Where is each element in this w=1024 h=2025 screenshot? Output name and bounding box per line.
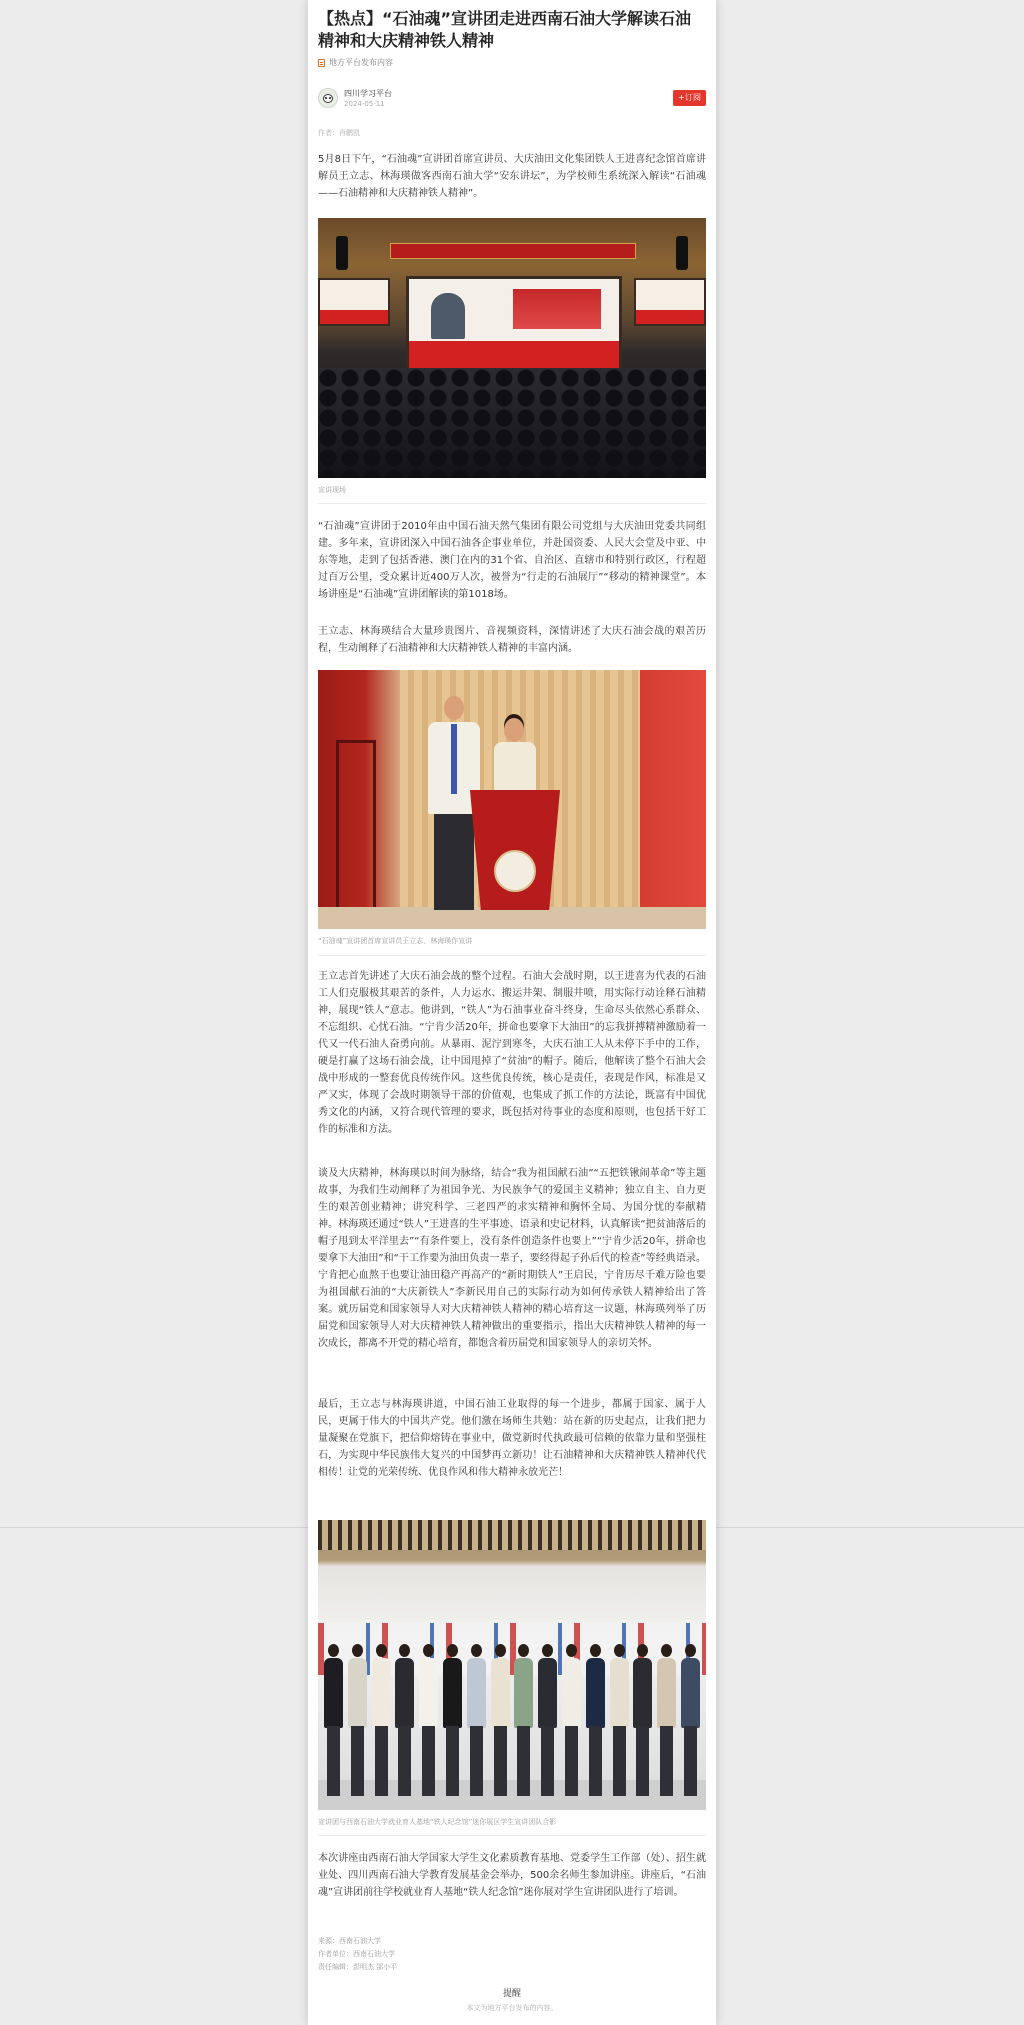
photo-caption-2: “石油魂”宣讲团首席宣讲员王立志、林海瑛作宣讲 (318, 937, 473, 945)
paragraph-5: 谈及大庆精神，林海瑛以时间为脉络，结合“我为祖国献石油”“五把铁锹闹革命”等主题故事，为我们生动阐释了为祖国争光、为民族争气的爱国主义精神；独立自主、自力更生的艰苦创业精神；讲究科学、三老四严的求实精神和胸怀全局、为国分忧的奉献精神。林海瑛还通过“铁人”王进喜的生平事迹、语录和史记材料，认真解读“把贫油落后的帽子甩到太平洋里去”“有条件要上，没有条件创造条件也要上”“宁肯少活20年，拼命也要拿下大油田”和“干工作要为油田负责一辈子，要经得起子孙后代的检查”等经典语录。宁肯把心血熬干也要让油田稳产再高产的“新时期铁人”王启民，宁肯历尽千难万险也要为祖国献石油的“大庆新铁人”李新民用自己的实际行动为如何传承铁人精神给出了答案。就历届党和国家领导人对大庆精神铁人精神的精心培育这一议题，林海瑛列举了历届党和国家领导人对大庆精神铁人精神做出的重要指示，指出大庆精神铁人精神的每一次成长，都离不开党的精心培育，都饱含着历届党和国家领导人的亲切关怀。 (318, 1168, 706, 1349)
stage-door (336, 740, 376, 910)
photo-caption-3: 宣讲团与西南石油大学就业育人基地“铁人纪念馆”迷你展区学生宣讲团队合影 (318, 1818, 557, 1826)
speakers-photo (318, 670, 706, 929)
divider (318, 503, 706, 504)
group-photo (318, 1520, 706, 1810)
source-label: 地方平台发布内容 (329, 58, 393, 67)
divider (318, 1835, 706, 1836)
author-avatar[interactable] (318, 88, 338, 108)
ceiling-slats (318, 1520, 706, 1550)
source-meta: 来源：西南石油大学 (318, 1937, 381, 1945)
paragraph-4: 王立志首先讲述了大庆石油会战的整个过程。石油大会战时期，以王进喜为代表的石油工人们克服极其艰苦的条件，人力运水、搬运井架、制服井喷，用实际行动诠释石油精神，展现“铁人”意志。他讲到，“铁人”为石油事业奋斗终身，生命尽头依然心系群众、不忘组织、心忧石油。“宁肯少活20年，拼命也要拿下大油田”的忘我拼搏精神激励着一代又一代石油人奋勇向前。从暴雨、泥泞到寒冬，大庆石油工人从未停下手中的工作，硬是打赢了这场石油会战，让中国甩掉了“贫油”的帽子。随后，他解读了整个石油大会战中形成的一整套优良传统作风。这些优良传统，核心是责任，表现是作风，标准是又严又实，体现了会战时期领导干部的价值观，也集成了抓工作的方法论，既富有中国优秀文化的内涵，又符合现代管理的要求，既包括对待事业的态度和原则，也包括干好工作的标准和方法。 (318, 971, 706, 1135)
speaker-man-legs (434, 810, 474, 910)
paragraph-6: 最后，王立志与林海瑛讲道，中国石油工业取得的每一个进步，都属于国家、属于人民，更属于伟大的中国共产党。他们激在场师生共勉：站在新的历史起点，让我们把力量凝聚在党旗下，把信仰熔铸在事业中，做党新时代执政最可信赖的依靠力量和坚强柱石，为实现中华民族伟大复兴的中国梦再立新功！让石油精神和大庆精神铁人精神代代相传！让党的光荣传统、优良作风和伟大精神永放光芒！ (318, 1399, 706, 1478)
speaker-right (676, 236, 688, 270)
group-of-people (324, 1640, 700, 1804)
speaker-man-head (444, 696, 464, 720)
person-figure (657, 1640, 676, 1804)
person-figure (586, 1640, 605, 1804)
footer-reminder-note: 本文为地方平台发布的内容。 (466, 2004, 558, 2012)
main-screen (406, 276, 622, 372)
person-figure (681, 1640, 700, 1804)
hall-banner (390, 243, 636, 259)
paragraph-7: 本次讲座由西南石油大学国家大学生文化素质教育基地、党委学生工作部（处）、招生就业处、四川西南石油大学教育发展基金会举办，500余名师生参加讲座。讲座后，“石油魂”宣讲团前往学校就业育人基地“铁人纪念馆”迷你展对学生宣讲团队进行了培训。 (318, 1853, 706, 1898)
byline: 作者：肖鹏凯 (318, 129, 360, 137)
audience (318, 368, 706, 478)
side-screen-left (318, 278, 390, 326)
paragraph-1: 5月8日下午，“石油魂”宣讲团首席宣讲员、大庆油田文化集团铁人王进喜纪念馆首席讲解员王立志、林海瑛做客西南石油大学“安东讲坛”，为学校师生系统深入解读“石油魂——石油精神和大庆精神铁人精神”。 (318, 154, 706, 199)
author-unit-meta: 作者单位：西南石油大学 (318, 1950, 395, 1958)
lecture-hall-photo (318, 218, 706, 478)
footer-reminder-title: 提醒 (502, 1989, 521, 1999)
article-container (308, 0, 716, 2025)
university-logo (494, 850, 536, 892)
paragraph-2: “石油魂”宣讲团于2010年由中国石油天然气集团有限公司党组与大庆油田党委共同组建。多年来，宣讲团深入中国石油各企事业单位，并赴国资委、人民大会堂及中亚、中东等地，走到了包括香港、澳门在内的31个省、自治区、直辖市和特别行政区，行程超过百万公里，受众累计近400万人次，被誉为“行走的石油展厅”“移动的精神课堂”。本场讲座是“石油魂”宣讲团解读的第1018场。 (318, 521, 706, 600)
author-meta (344, 88, 392, 109)
publish-date: 2024-05-11 (344, 99, 385, 108)
person-figure (538, 1640, 557, 1804)
document-icon (318, 59, 325, 67)
person-figure (419, 1640, 438, 1804)
screen-figure (431, 293, 465, 339)
photo-caption-1: 宣讲现场 (318, 486, 346, 494)
person-figure (372, 1640, 391, 1804)
person-figure (395, 1640, 414, 1804)
source-line (318, 57, 706, 68)
screen-flags (513, 289, 601, 329)
screen-banner (409, 341, 619, 369)
speaker-man-tie (451, 724, 457, 794)
person-figure (324, 1640, 343, 1804)
person-figure (348, 1640, 367, 1804)
person-figure (491, 1640, 510, 1804)
paragraph-3: 王立志、林海瑛结合大量珍贵图片、音视频资料，深情讲述了大庆石油会战的艰苦历程，生动阐释了石油精神和大庆精神铁人精神的丰富内涵。 (318, 626, 706, 654)
stage-floor (318, 907, 706, 929)
author-row (318, 86, 706, 110)
article-title: 【热点】“石油魂”宣讲团走进西南石油大学解读石油精神和大庆精神铁人精神 (318, 9, 692, 50)
person-figure (610, 1640, 629, 1804)
editor-meta: 责任编辑：彭明杰 邵小平 (318, 1963, 398, 1971)
divider (318, 955, 706, 956)
person-figure (467, 1640, 486, 1804)
person-figure (562, 1640, 581, 1804)
subscribe-button[interactable]: +订阅 (673, 90, 706, 106)
speaker-woman (494, 742, 536, 792)
speaker-woman-head (504, 718, 524, 742)
author-name[interactable]: 四川学习平台 (344, 88, 392, 98)
speaker-left (336, 236, 348, 270)
side-screen-right (634, 278, 706, 326)
person-figure (443, 1640, 462, 1804)
person-figure (633, 1640, 652, 1804)
person-figure (514, 1640, 533, 1804)
